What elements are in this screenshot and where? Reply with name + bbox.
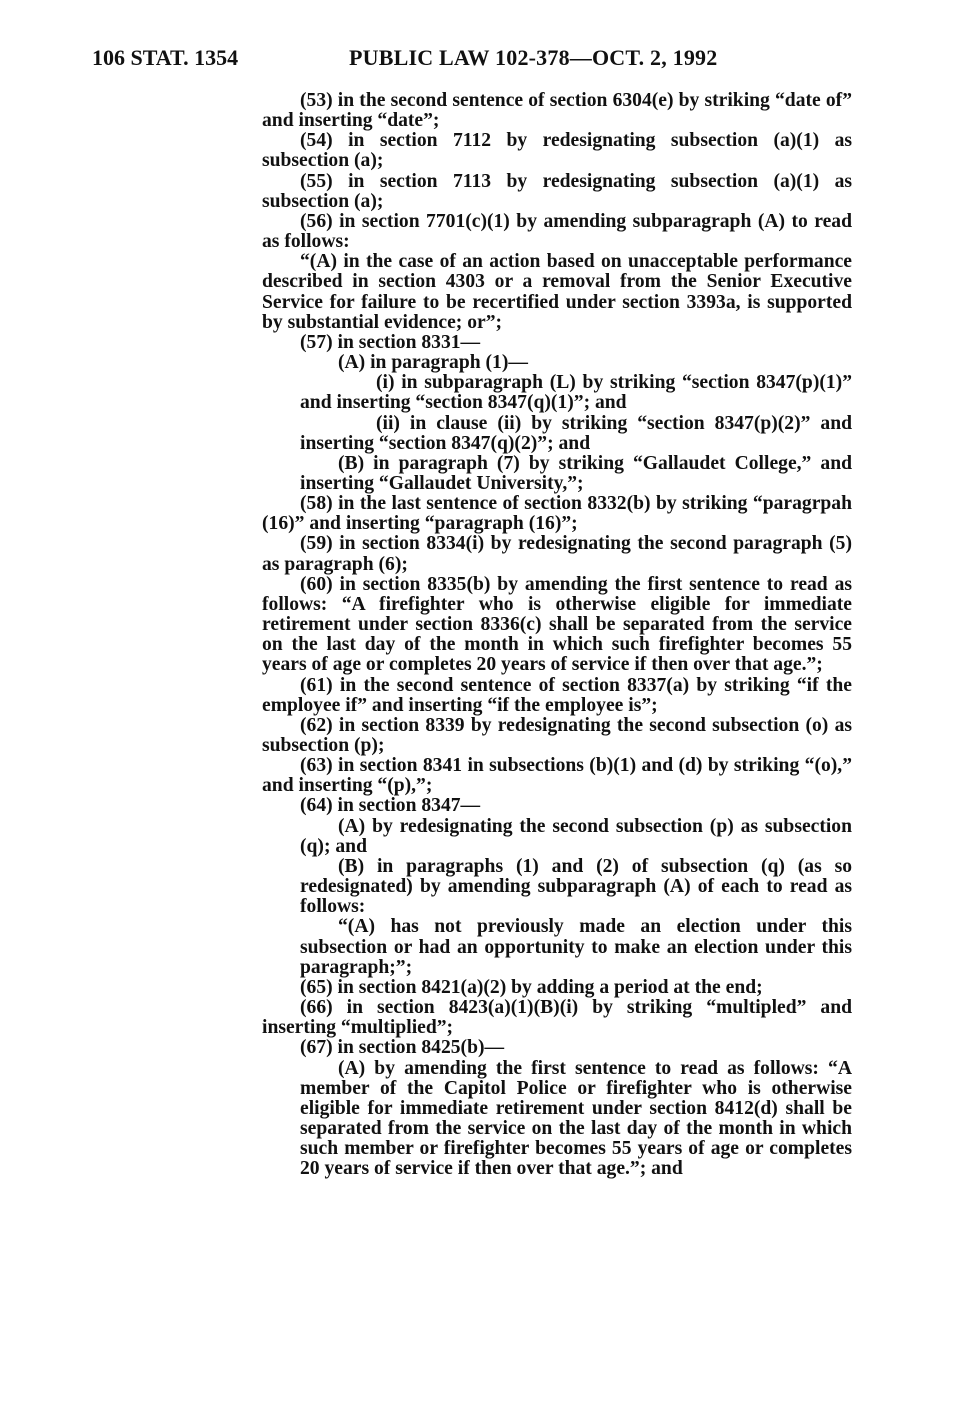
paragraph: (53) in the second sentence of section 6304(e) by striking “date of” and inserting “date”; <box>262 90 852 132</box>
paragraph: (A) by amending the first sentence to read as follows: “A member of the Capitol Police or firefighter who is otherwise eligible for immediate retirement under section 8412(d) shall be separated from the service on the last day of the month in which such member or firefighter becomes 55 years of age or completes 20 years of service if then over that age.”; and <box>300 1057 852 1180</box>
paragraph: (B) in paragraphs (1) and (2) of subsection (q) (as so redesignated) by amending subparagraph (A) of each to read as follows: <box>300 855 852 918</box>
paragraph: (65) in section 8421(a)(2) by adding a period at the end; <box>300 976 763 998</box>
paragraph: “(A) has not previously made an election under this subsection or had an opportunity to make an election under this paragraph;”; <box>300 916 852 978</box>
statute-page-citation: 106 STAT. 1354 <box>92 45 239 70</box>
paragraph: (55) in section 7113 by redesignating subsection (a)(1) as subsection (a); <box>262 170 852 212</box>
paragraph: (62) in section 8339 by redesignating the second subsection (o) as subsection (p); <box>262 714 852 756</box>
paragraph: (59) in section 8334(i) by redesignating the second paragraph (5) as paragraph (6); <box>262 533 852 575</box>
paragraph: (60) in section 8335(b) by amending the first sentence to read as follows: “A firefighter who is otherwise eligible for immediate retirement under section 8336(c) shall be separated from the service on the last day of the month in which such firefighter becomes 55 years of age or completes 20 years of service if then over that age.”; <box>262 573 852 676</box>
paragraph: (64) in section 8347— <box>300 795 481 817</box>
paragraph: (63) in section 8341 in subsections (b)(1) and (d) by striking “(o),” and inserting “(p),”; <box>262 755 852 797</box>
paragraph: (67) in section 8425(b)— <box>300 1037 505 1059</box>
page-header <box>0 45 960 73</box>
paragraph: (66) in section 8423(a)(1)(B)(i) by striking “multipled” and inserting “multiplied”; <box>262 997 852 1039</box>
paragraph: (A) in paragraph (1)— <box>338 352 528 374</box>
paragraph: (ii) in clause (ii) by striking “section 8347(p)(2)” and inserting “section 8347(q)(2)”; and <box>300 412 852 454</box>
paragraph: (57) in section 8331— <box>300 331 481 353</box>
paragraph: (61) in the second sentence of section 8337(a) by striking “if the employee if” and inserting “if the employee is”; <box>262 674 852 716</box>
paragraph: (56) in section 7701(c)(1) by amending subparagraph (A) to read as follows: <box>262 210 852 253</box>
paragraph: (58) in the last sentence of section 8332(b) by striking “paragrpah (16)” and inserting “paragraph (16)”; <box>262 493 852 535</box>
document-body <box>262 91 852 1179</box>
paragraph: (A) by redesignating the second subsection (p) as subsection (q); and <box>300 815 852 857</box>
paragraph: “(A) in the case of an action based on unacceptable performance described in section 4303 or a removal from the Senior Executive Service for failure to be recertified under section 3393a, is supported by substantial evidence; or”; <box>262 251 852 333</box>
running-title: PUBLIC LAW 102-378—OCT. 2, 1992 <box>349 45 718 70</box>
paragraph: (B) in paragraph (7) by striking “Gallaudet College,” and inserting “Gallaudet University,”; <box>300 452 852 494</box>
paragraph: (54) in section 7112 by redesignating subsection (a)(1) as subsection (a); <box>262 130 852 172</box>
paragraph: (i) in subparagraph (L) by striking “section 8347(p)(1)” and inserting “section 8347(q)(1)”; and <box>300 372 852 414</box>
